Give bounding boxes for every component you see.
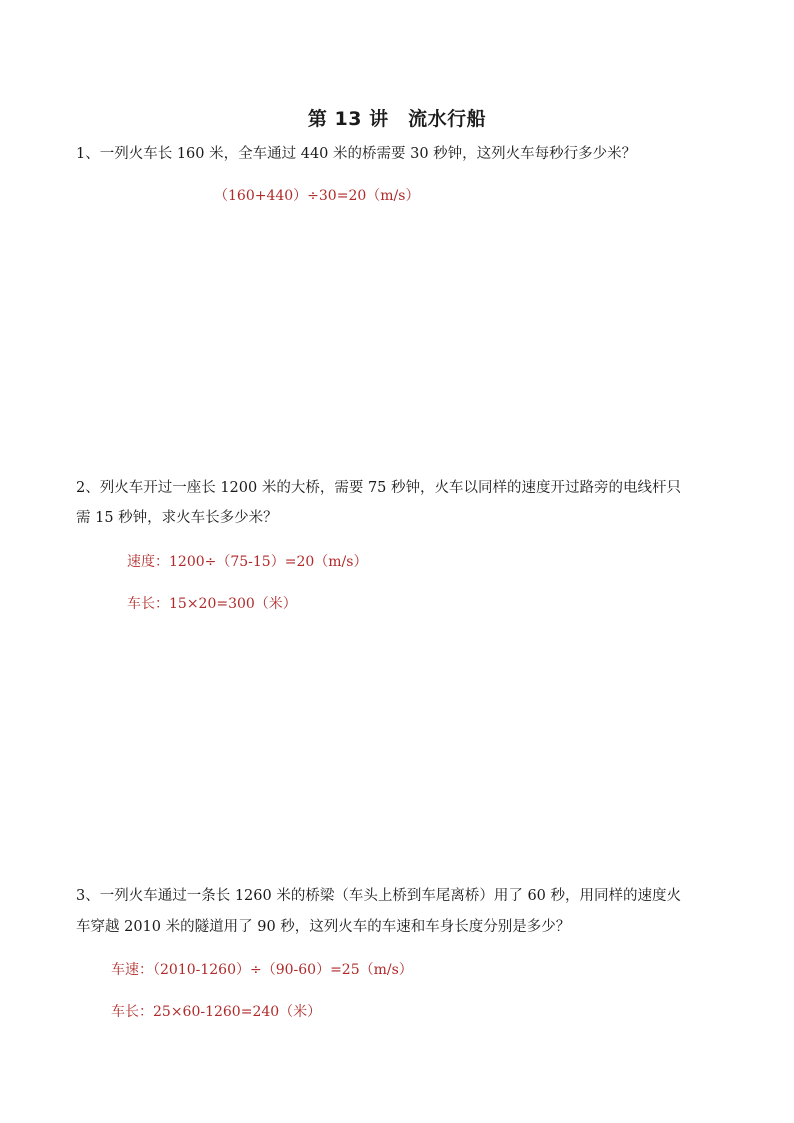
question-2-text-line-2: 需 15 秒钟，求火车长多少米？ xyxy=(76,510,278,526)
question-3-text-line-1: 3、一列火车通过一条长 1260 米的桥梁（车头上桥到车尾离桥）用了 60 秒，用同样的速度火 xyxy=(76,888,682,904)
question-3-answer-line-1: 车速：（2010-1260）÷（90-60）=25（m/s） xyxy=(111,962,413,978)
question-3-answer-line-2: 车长：25×60-1260=240（米） xyxy=(111,1004,322,1020)
question-1-text-line-1: 1、一列火车长 160 米，全车通过 440 米的桥需要 30 秒钟，这列火车每秒行多少米？ xyxy=(76,146,637,162)
question-2-answer-line-1: 速度：1200÷（75-15）=20（m/s） xyxy=(127,554,368,570)
question-1-answer-line-1: （160+440）÷30=20（m/s） xyxy=(214,188,420,204)
question-2-text-line-1: 2、列火车开过一座长 1200 米的大桥，需要 75 秒钟，火车以同样的速度开过路旁的电线杆只 xyxy=(76,480,682,496)
page-title: 第 13 讲 流水行船 xyxy=(307,108,487,130)
question-3-text-line-2: 车穿越 2010 米的隧道用了 90 秒，这列火车的车速和车身长度分别是多少？ xyxy=(76,919,571,935)
question-2-answer-line-2: 车长：15×20=300（米） xyxy=(127,596,297,612)
